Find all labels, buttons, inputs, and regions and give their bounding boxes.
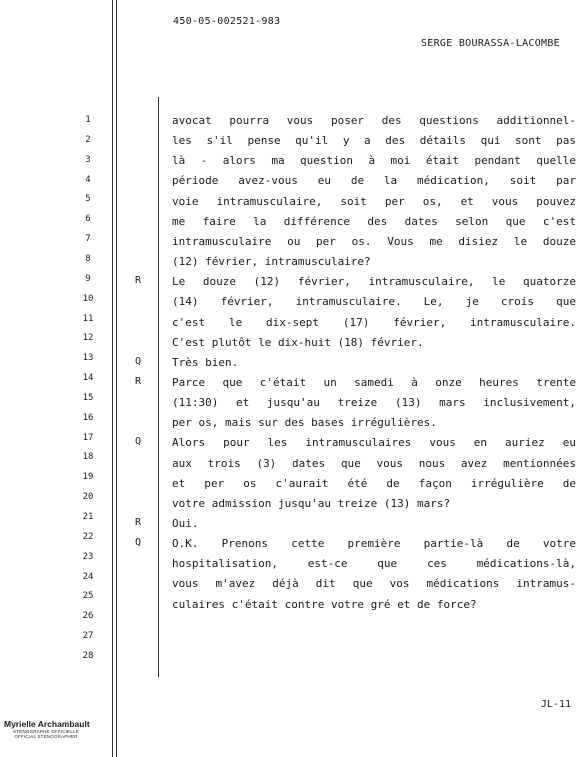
- speaker-label: R: [134, 517, 142, 528]
- line-number: 27: [82, 631, 94, 642]
- witness-name: SERGE BOURASSA-LACOMBE: [420, 38, 560, 49]
- line-number: 6: [85, 214, 91, 225]
- line-number: 23: [82, 551, 94, 562]
- line-number: 11: [82, 313, 94, 324]
- line-number: 12: [82, 333, 94, 344]
- transcript-line: période avez-vous eu de la médication, soit par: [172, 174, 576, 188]
- line-number: 25: [82, 591, 94, 602]
- line-number: 17: [82, 432, 94, 443]
- line-number: 14: [82, 373, 94, 384]
- line-number: 21: [82, 512, 94, 522]
- transcript-line: intramusculaire ou per os. Vous me disiez le douze: [172, 234, 576, 248]
- line-number: 26: [82, 611, 94, 622]
- document-number: 450-05-002521-983: [173, 16, 281, 27]
- line-number: 4: [85, 174, 91, 185]
- line-number: 5: [85, 194, 91, 205]
- line-number: 18: [82, 452, 94, 463]
- transcript-line: Parce que c'était un samedi à onze heures trente: [172, 375, 576, 389]
- reporter-title-fr: STÉNOGRAPHE OFFICIELLE: [13, 729, 79, 734]
- transcript-line: hospitalisation, est-ce que ces médications-là,: [172, 557, 576, 571]
- transcript-line: les s'il pense qu'il y a des détails qui sont pas: [172, 134, 576, 148]
- line-number: 28: [82, 650, 94, 661]
- transcript-line: avocat pourra vous poser des questions additionnel-: [172, 114, 576, 127]
- speaker-label: Q: [134, 537, 142, 549]
- margin-rule-left-2: [116, 0, 117, 757]
- page-id: JL-11: [540, 699, 571, 710]
- transcript-line: et per os c'aurait été de façon irrégulière de: [172, 476, 576, 490]
- transcript-line: là - alors ma question à moi était pendant quelle: [172, 154, 576, 168]
- transcript-line: votre admission jusqu'au treize (13) mars?: [172, 496, 451, 510]
- transcript-line: vous m'avez déjà dit que vos médications intramus-: [172, 577, 576, 591]
- line-number: 22: [82, 531, 94, 542]
- transcript-line: O.K. Prenons cette première partie-là de votre: [172, 537, 576, 551]
- transcript-line: per os, mais sur des bases irrégulières.: [172, 416, 437, 430]
- reporter-stamp: [4, 719, 88, 739]
- line-number: 8: [85, 253, 91, 264]
- transcript-line: Le douze (12) février, intramusculaire, le quatorze: [172, 275, 576, 289]
- transcript-line: voie intramusculaire, soit per os, et vous pouvez: [172, 194, 576, 208]
- transcript-line: C'est plutôt le dix-huit (18) février.: [172, 335, 424, 349]
- transcript-line: me faire la différence des dates selon que c'est: [172, 214, 576, 228]
- transcript-line: (11:30) et jusqu'au treize (13) mars inclusivement,: [172, 396, 576, 410]
- transcript-line: Très bien.: [172, 355, 239, 369]
- line-number: 20: [82, 492, 94, 503]
- line-number: 19: [82, 472, 94, 483]
- speaker-label: R: [134, 275, 142, 287]
- reporter-title-en: OFFICIAL STENOGRAPHER: [14, 734, 78, 739]
- line-number: 16: [82, 412, 94, 423]
- line-number: 10: [82, 293, 94, 304]
- line-number: 15: [82, 392, 94, 403]
- transcript-line: (14) février, intramusculaire. Le, je crois que: [172, 295, 576, 309]
- transcript-line: (12) février, intramusculaire?: [172, 255, 371, 269]
- line-number: 1: [85, 115, 91, 125]
- speaker-label: Q: [134, 436, 142, 448]
- transcript-line: culaires c'était contre votre gré et de force?: [172, 597, 477, 611]
- transcript-line: Alors pour les intramusculaires vous en auriez eu: [172, 436, 576, 450]
- margin-rule-mid: [158, 97, 159, 677]
- transcript-line: aux trois (3) dates que vous nous avez mentionnées: [172, 456, 576, 470]
- line-number: 9: [85, 273, 91, 284]
- speaker-label: R: [134, 375, 142, 387]
- line-number: 24: [82, 571, 94, 582]
- line-number: 13: [82, 353, 94, 364]
- transcript-line: c'est le dix-sept (17) février, intramusculaire.: [172, 315, 576, 329]
- line-number: 3: [85, 154, 91, 165]
- transcript-line: Oui.: [172, 517, 199, 530]
- reporter-name: Myrielle Archambault: [4, 719, 90, 729]
- margin-rule-left-1: [112, 0, 113, 757]
- speaker-label: Q: [134, 355, 142, 367]
- line-number: 7: [85, 234, 91, 245]
- line-number: 2: [85, 134, 91, 145]
